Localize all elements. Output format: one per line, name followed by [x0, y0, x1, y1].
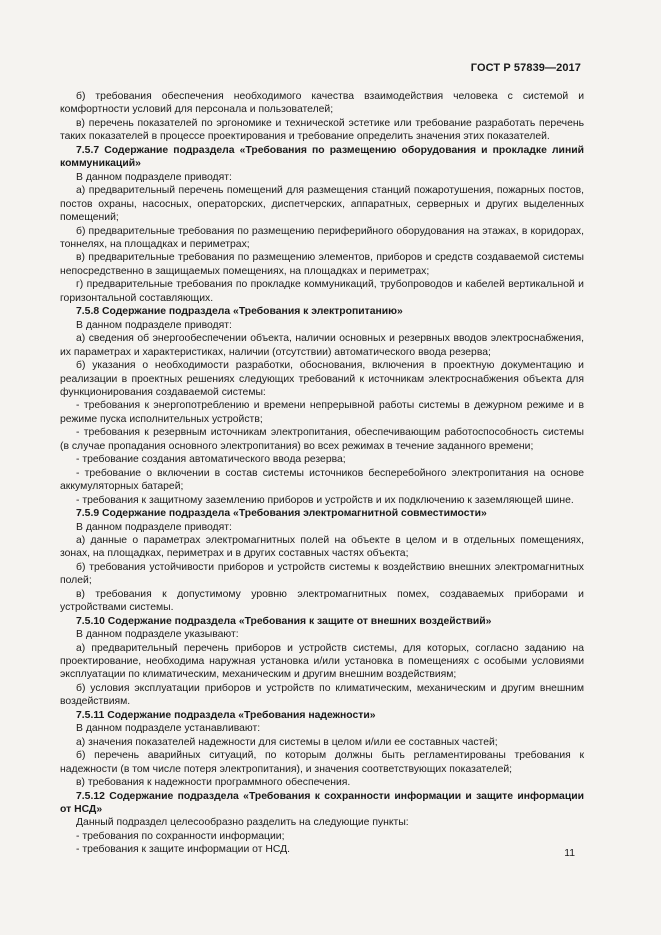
paragraph: В данном подразделе приводят: — [76, 521, 232, 533]
paragraph: Данный подраздел целесообразно разделить на следующие пункты: — [76, 817, 409, 829]
paragraph: - требования к защите информации от НСД. — [76, 844, 291, 856]
section-heading: 7.5.11 Содержание подраздела «Требования надежности» — [76, 709, 376, 721]
paragraph: а) данные о параметрах электромагнитных полей на объекте в целом и в отдельных помещениях, зонах, на площадках, периметрах и в других составных частях объекта; — [60, 534, 584, 560]
paragraph: б) указания о необходимости разработки, обоснования, включения в проектную документацию и реализации в проектных решениях следующих требований к источникам электроснабжения объекта для функционирования создаваемой системы: — [60, 360, 584, 398]
section-heading: 7.5.7 Содержание подраздела «Требования по размещению оборудования и прокладке линий коммуникаций» — [60, 144, 584, 170]
paragraph: В данном подразделе указывают: — [76, 629, 239, 641]
paragraph: в) требования к надежности программного обеспечения. — [76, 777, 351, 789]
paragraph: В данном подразделе приводят: — [76, 319, 232, 331]
paragraph: б) предварительные требования по размещению периферийного оборудования на этажах, в коридорах, тоннелях, на площадках и периметрах; — [60, 225, 584, 250]
document-body — [60, 90, 584, 857]
paragraph: а) предварительный перечень приборов и устройств системы, для которых, согласно заданию на проектирование, необходима наружная установка и/или установка в помещениях с особыми условиями эксплуатации по климатическим, механическим и другим внешним воздействиям; — [60, 642, 584, 681]
paragraph: - требование о включении в состав системы источников бесперебойного электропитания на основе аккумуляторных батарей; — [60, 467, 584, 493]
section-heading: 7.5.12 Содержание подраздела «Требования к сохранности информации и защите информации от НСД» — [60, 790, 584, 816]
paragraph: - требования к резервным источникам электропитания, обеспечивающим работоспособность системы (в случае пропадания основного электропитания) во всех режимах в течение заданного времени; — [60, 427, 584, 452]
paragraph: б) требования устойчивости приборов и устройств системы к воздействию внешних электромагнитных полей; — [60, 561, 584, 587]
paragraph: В данном подразделе приводят: — [76, 171, 232, 183]
page-number: 11 — [564, 848, 575, 859]
section-heading: 7.5.9 Содержание подраздела «Требования электромагнитной совместимости» — [76, 508, 487, 520]
paragraph: а) значения показателей надежности для системы в целом и/или ее составных частей; — [76, 736, 498, 748]
section-heading: 7.5.10 Содержание подраздела «Требования к защите от внешних воздействий» — [76, 615, 492, 627]
paragraph: В данном подразделе устанавливают: — [76, 723, 261, 735]
paragraph: б) требования обеспечения необходимого качества взаимодействия человека с системой и комфортности условий для персонала и пользователей; — [60, 91, 584, 116]
paragraph: - требования по сохранности информации; — [76, 830, 285, 842]
paragraph: г) предварительные требования по прокладке коммуникаций, трубопроводов и кабелей вертикальной и горизонтальной составляющих. — [60, 279, 584, 304]
document-standard-id: ГОСТ Р 57839—2017 — [470, 62, 581, 74]
paragraph: в) перечень показателей по эргономике и технической эстетике или требование разработать перечень таких показателей в процессе проектирования и требование определить значения этих показателей. — [60, 117, 584, 143]
paragraph: в) предварительные требования по размещению элементов, приборов и средств создаваемой системы непосредственно в защищаемых помещениях, на площадках и периметрах; — [60, 252, 584, 277]
paragraph: а) предварительный перечень помещений для размещения станций пожаротушения, пожарных постов, постов охраны, насосных, операторских, диспетчерских, аппаратных, серверных и других выделенных помещений; — [60, 185, 584, 224]
paragraph: - требования к защитному заземлению приборов и устройств и их подключению к заземляющей шине. — [76, 494, 574, 506]
paragraph: - требование создания автоматического ввода резерва; — [76, 454, 346, 466]
paragraph: в) требования к допустимому уровню электромагнитных помех, создаваемых приборами и устройствами системы. — [60, 588, 584, 614]
paragraph: а) сведения об энергообеспечении объекта, наличии основных и резервных вводов электроснабжения, их параметрах и характеристиках, наличии (отсутствии) автоматического ввода резерва; — [60, 333, 584, 358]
paragraph: б) перечень аварийных ситуаций, по которым должны быть регламентированы требования к надежности (в том числе потеря электропитания), и значения соответствующих показателей; — [60, 750, 584, 775]
paragraph: б) условия эксплуатации приборов и устройств по климатическим, механическим и другим внешним воздействиям. — [60, 682, 584, 708]
paragraph: - требования к энергопотреблению и времени непрерывной работы системы в дежурном режиме и в режиме пуска исполнительных устройств; — [60, 400, 584, 425]
section-heading: 7.5.8 Содержание подраздела «Требования к электропитанию» — [76, 306, 403, 318]
